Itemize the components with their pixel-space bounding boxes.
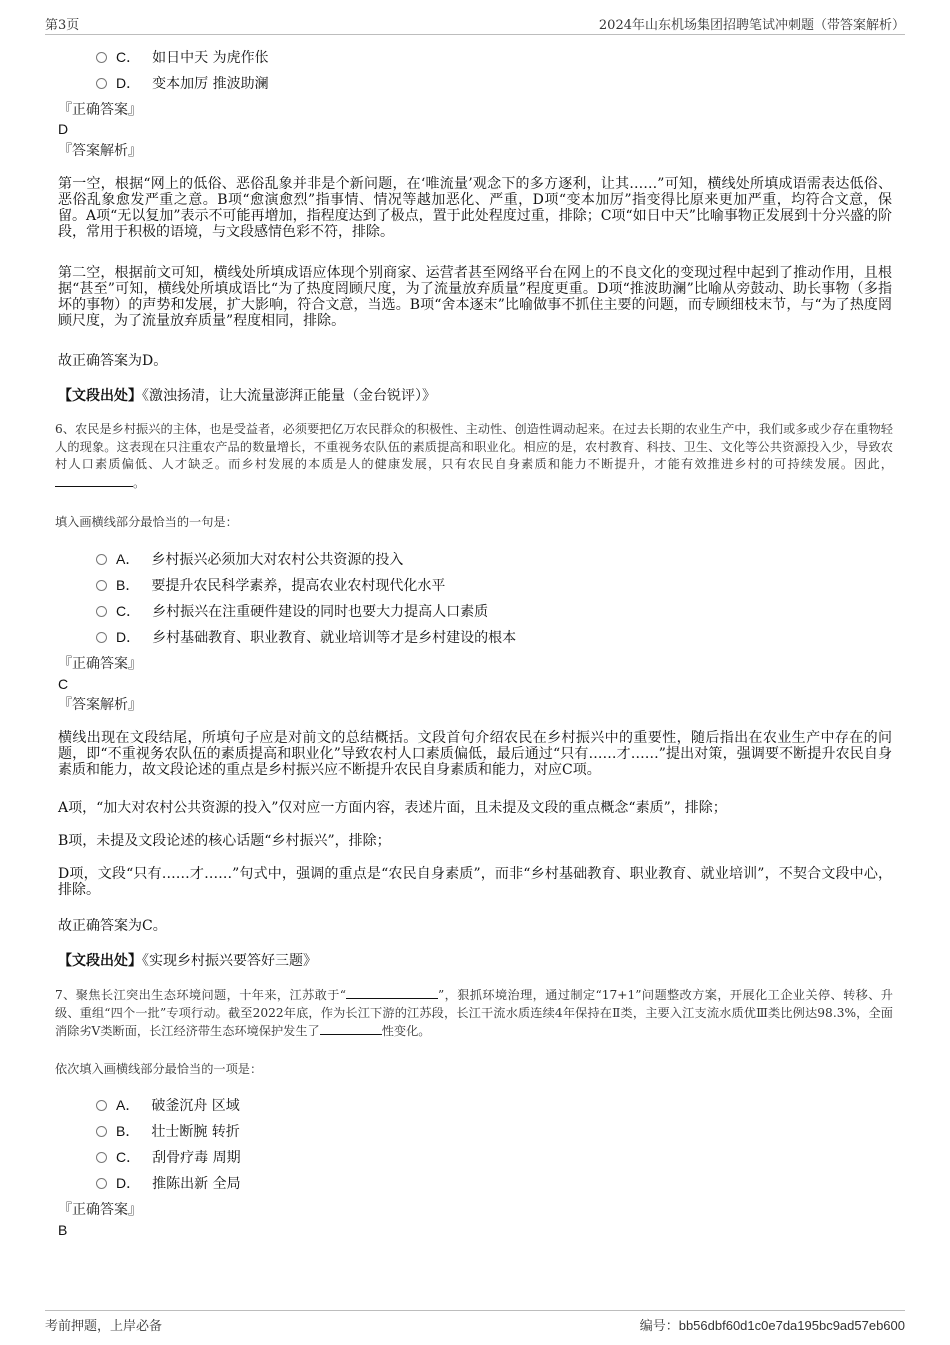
- q5-option-c[interactable]: C． 如日中天 为虎作伥: [96, 47, 269, 67]
- document-title: 2024年山东机场集团招聘笔试冲刺题（带答案解析）: [598, 18, 905, 33]
- q6-analysis-paragraph-1: 横线出现在文段结尾，所填句子应是对前文的总结概括。文段首句介绍农民在乡村振兴中的重要性，随后指出在农业生产中存在的问题，即“不重视务农队伍的素质提高和职业化”导致农村人口素质偏低，最后通过“只有……才……”提出对策，强调要不断提升农民自身素质和能力，故文段论述的重点是乡村振兴应不断提升农民自身素质和能力，对应C项。: [58, 730, 892, 778]
- page-number: 第3页: [45, 18, 80, 33]
- q6-answer: C: [58, 676, 69, 692]
- radio-icon[interactable]: [96, 78, 107, 89]
- radio-icon[interactable]: [96, 1100, 107, 1111]
- q6-analysis-b: B项，未提及文段论述的核心话题“乡村振兴”，排除；: [58, 833, 391, 849]
- q7-blank-2[interactable]: [320, 1022, 382, 1035]
- radio-icon[interactable]: [96, 554, 107, 565]
- page-header: [45, 12, 905, 35]
- q7-stem: 7、聚焦长江突出生态环境问题，十年来，江苏敢于“ ”，狠抓环境治理，通过制定“17+1”问题整改方案，开展化工企业关停、转移、升级、重组“四个一批”专项行动。截至2022年底，作为长江下游的江苏段，长江干流水质连续4年保持在Ⅱ类，主要入江支流水质优Ⅲ类比例达98.3%，全面消除劣Ⅴ类断面，长江经济带生态环境保护发生了 性变化。: [55, 988, 893, 1038]
- q7-blank-1[interactable]: [346, 986, 438, 999]
- q6-option-d[interactable]: D． 乡村基础教育、职业教育、就业培训等才是乡村建设的根本: [96, 627, 516, 647]
- q6-blank[interactable]: [55, 474, 133, 487]
- source-label: 【文段出处】: [58, 953, 142, 969]
- q7-answer-label: 『正确答案』: [58, 1202, 142, 1218]
- radio-icon[interactable]: [96, 1178, 107, 1189]
- document-code: 编号：bb56dbf60d1c0e7da195bc9ad57eb600: [639, 1318, 905, 1334]
- q6-stem: 6、农民是乡村振兴的主体，也是受益者，必须要把亿万农民群众的积极性、主动性、创造性调动起来。在过去长期的农业生产中，我们或多或少存在重物轻人的现象。这表现在只注重农产品的数量增长，不重视务农队伍的素质提高和职业化。相应的是，农村教育、科技、卫生、文化等公共资源投入少，导致农村人口素质偏低、人才缺乏。而乡村发展的本质是人的健康发展，只有农民自身素质和能力不断提升，才能有效推进乡村的可持续发展。因此，。: [55, 422, 893, 490]
- radio-icon[interactable]: [96, 52, 107, 63]
- footer-slogan: 考前押题，上岸必备: [45, 1319, 163, 1334]
- q6-option-a[interactable]: A． 乡村振兴必须加大对农村公共资源的投入: [96, 549, 403, 569]
- q5-option-d[interactable]: D． 变本加厉 推波助澜: [96, 73, 269, 93]
- source-label: 【文段出处】: [58, 388, 142, 404]
- q6-source: [58, 950, 317, 970]
- q7-option-c[interactable]: C． 刮骨疗毒 周期: [96, 1147, 241, 1167]
- q7-instruction: 依次填入画横线部分最恰当的一项是：: [55, 1062, 263, 1076]
- q5-answer: D: [58, 121, 69, 137]
- q5-analysis-paragraph-2: 第二空，根据前文可知，横线处所填成语应体现个别商家、运营者甚至网络平台在网上的不良文化的变现过程中起到了推动作用，且根据“甚至”可知，横线处所填成语比“为了热度罔顾尺度，为了流量放弃质量”程度更重。D项“推波助澜”比喻从旁鼓动、助长事物（多指坏的事物）的声势和发展，扩大影响，符合文意，当选。B项“舍本逐末”比喻做事不抓住主要的问题，而专顾细枝末节，与“为了热度罔顾尺度，为了流量放弃质量”程度相同，排除。: [58, 265, 892, 329]
- radio-icon[interactable]: [96, 632, 107, 643]
- q7-option-d[interactable]: D． 推陈出新 全局: [96, 1173, 241, 1193]
- q5-analysis-label: 『答案解析』: [58, 143, 142, 159]
- radio-icon[interactable]: [96, 1152, 107, 1163]
- q6-analysis-d: D项，文段“只有……才……”句式中，强调的重点是“农民自身素质”，而非“乡村基础教育、职业教育、就业培训”，不契合文段中心，排除。: [58, 866, 892, 898]
- q6-analysis-label: 『答案解析』: [58, 697, 142, 713]
- q5-source: [58, 385, 436, 405]
- q5-analysis-paragraph-1: 第一空，根据“网上的低俗、恶俗乱象并非是个新问题，在‘唯流量’观念下的多方逐利，让其……”可知，横线处所填成语需表达低俗、恶俗乱象愈发严重之意。B项“愈演愈烈”指事情、情况等越加恶化、严重，D项“变本加厉”指变得比原来更加严重，均符合文意，保留。A项“无以复加”表示不可能再增加，指程度达到了极点，置于此处程度过重，排除；C项“如日中天”比喻事物正发展到十分兴盛的阶段，常用于积极的语境，与文段感情色彩不符，排除。: [58, 176, 892, 240]
- q7-answer: B: [58, 1222, 68, 1238]
- q6-option-b[interactable]: B． 要提升农民科学素养，提高农业农村现代化水平: [96, 575, 445, 595]
- radio-icon[interactable]: [96, 580, 107, 591]
- radio-icon[interactable]: [96, 606, 107, 617]
- q7-option-b[interactable]: B． 壮士断腕 转折: [96, 1121, 240, 1141]
- q7-option-a[interactable]: A． 破釜沉舟 区域: [96, 1095, 240, 1115]
- q6-analysis-a: A项，“加大对农村公共资源的投入”仅对应一方面内容，表述片面，且未提及文段的重点概念“素质”，排除；: [58, 800, 727, 816]
- radio-icon[interactable]: [96, 1126, 107, 1137]
- q6-analysis-conclusion: 故正确答案为C。: [58, 918, 167, 934]
- q6-instruction: 填入画横线部分最恰当的一句是：: [55, 515, 238, 529]
- q5-answer-label: 『正确答案』: [58, 102, 142, 118]
- q6-answer-label: 『正确答案』: [58, 656, 142, 672]
- page-footer: [45, 1310, 905, 1335]
- q5-analysis-conclusion: 故正确答案为D。: [58, 353, 168, 369]
- source-title: 《激浊扬清，让大流量澎湃正能量（金台锐评）》: [142, 388, 436, 404]
- source-title: 《实现乡村振兴要答好三题》: [142, 953, 317, 969]
- q6-option-c[interactable]: C． 乡村振兴在注重硬件建设的同时也要大力提高人口素质: [96, 601, 488, 621]
